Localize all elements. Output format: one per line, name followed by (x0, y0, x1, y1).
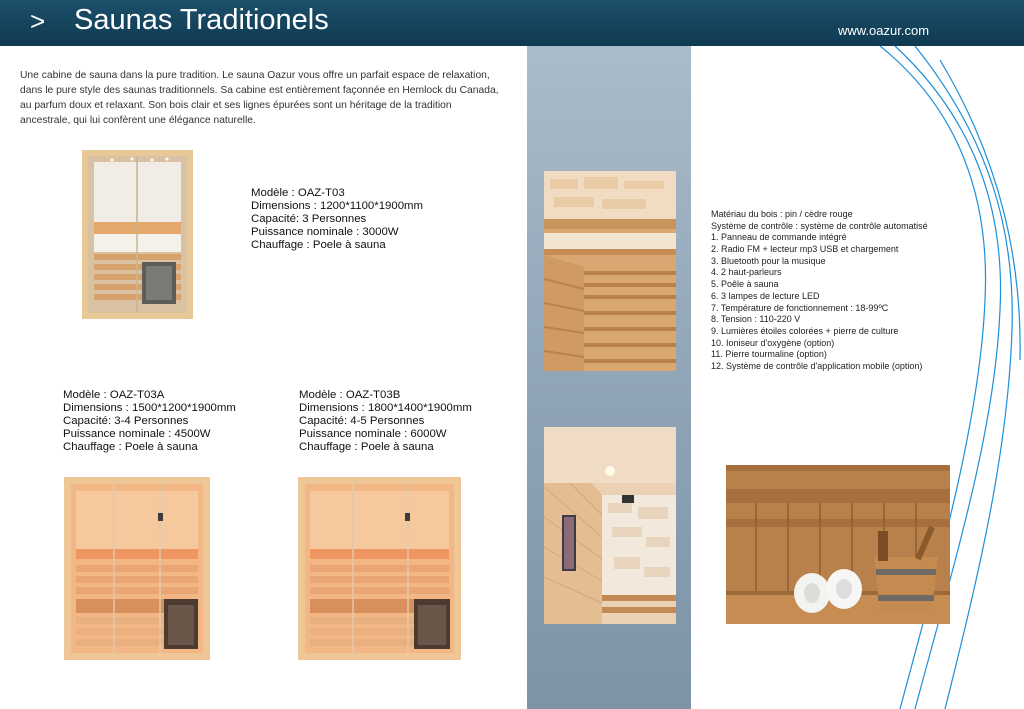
model-capacity: Capacité: 3-4 Personnes (63, 415, 189, 427)
page-title: Saunas Traditionels (74, 4, 329, 36)
model-dimensions: Dimensions : 1800*1400*1900mm (299, 402, 472, 414)
model-heating: Chauffage : Poele à sauna (63, 441, 198, 453)
sauna-bench-photo (544, 171, 676, 371)
sauna-interior-photo (544, 427, 676, 624)
list-item: 1. Panneau de commande intégré (711, 232, 847, 243)
intro-paragraph: Une cabine de sauna dans la pure tradition. Le sauna Oazur vous offre un parfait espace de relaxation, dans le pure style des saunas traditionnels. Sa cabine est entièrement façonnée en Hemlock du Canada, au parfum doux et relaxant. Son bois clair et ses lignes épurées sont un héritage de la tradition ancestrale, qui lui confèrent une élégance naturelle. (20, 70, 499, 126)
model-heating: Chauffage : Poele à sauna (251, 239, 386, 251)
list-item: 7. Température de fonctionnement : 18-99ºC (711, 302, 889, 313)
model-power: Puissance nominale : 3000W (251, 226, 399, 238)
sauna-towels-photo (726, 465, 950, 624)
list-item: 11. Pierre tourmaline (option) (711, 349, 827, 360)
chevron-right-icon: > (30, 6, 46, 36)
model-capacity: Capacité: 4-5 Personnes (299, 415, 425, 427)
list-item: 2. Radio FM + lecteur mp3 USB et chargement (711, 244, 899, 255)
header-bar (0, 0, 1024, 46)
model-t03-spec (251, 187, 423, 252)
sauna-t03a-photo (64, 477, 210, 660)
sauna-t03-photo (82, 150, 193, 319)
list-item: 5. Poêle à sauna (711, 279, 779, 290)
feature-wood: Matériau du bois : pin / cèdre rouge (711, 209, 853, 219)
sauna-t03b-photo (298, 477, 461, 660)
model-t03b-spec (299, 389, 472, 454)
model-heating: Chauffage : Poele à sauna (299, 441, 434, 453)
model-name: Modèle : OAZ-T03A (63, 389, 165, 401)
model-power: Puissance nominale : 4500W (63, 428, 211, 440)
list-item: 12. Système de contrôle d'application mobile (option) (711, 360, 923, 371)
model-power: Puissance nominale : 6000W (299, 428, 447, 440)
model-name: Modèle : OAZ-T03 (251, 187, 345, 199)
model-dimensions: Dimensions : 1500*1200*1900mm (63, 402, 236, 414)
model-dimensions: Dimensions : 1200*1100*1900mm (251, 200, 424, 212)
list-item: 3. Bluetooth pour la musique (711, 255, 826, 266)
list-item: 8. Tension : 110-220 V (711, 314, 801, 325)
list-item: 6. 3 lampes de lecture LED (711, 290, 820, 301)
list-item: 4. 2 haut-parleurs (711, 267, 782, 278)
model-name: Modèle : OAZ-T03B (299, 389, 401, 401)
model-t03a-spec (63, 389, 236, 454)
feature-control: Système de contrôle : système de contrôle automatisé (711, 220, 928, 231)
website-url[interactable]: www.oazur.com (838, 23, 930, 38)
list-item: 9. Lumières étoiles colorées + pierre de culture (711, 325, 899, 336)
model-capacity: Capacité: 3 Personnes (251, 213, 367, 225)
list-item: 10. Ioniseur d'oxygène (option) (711, 337, 835, 348)
features-list (711, 209, 928, 373)
